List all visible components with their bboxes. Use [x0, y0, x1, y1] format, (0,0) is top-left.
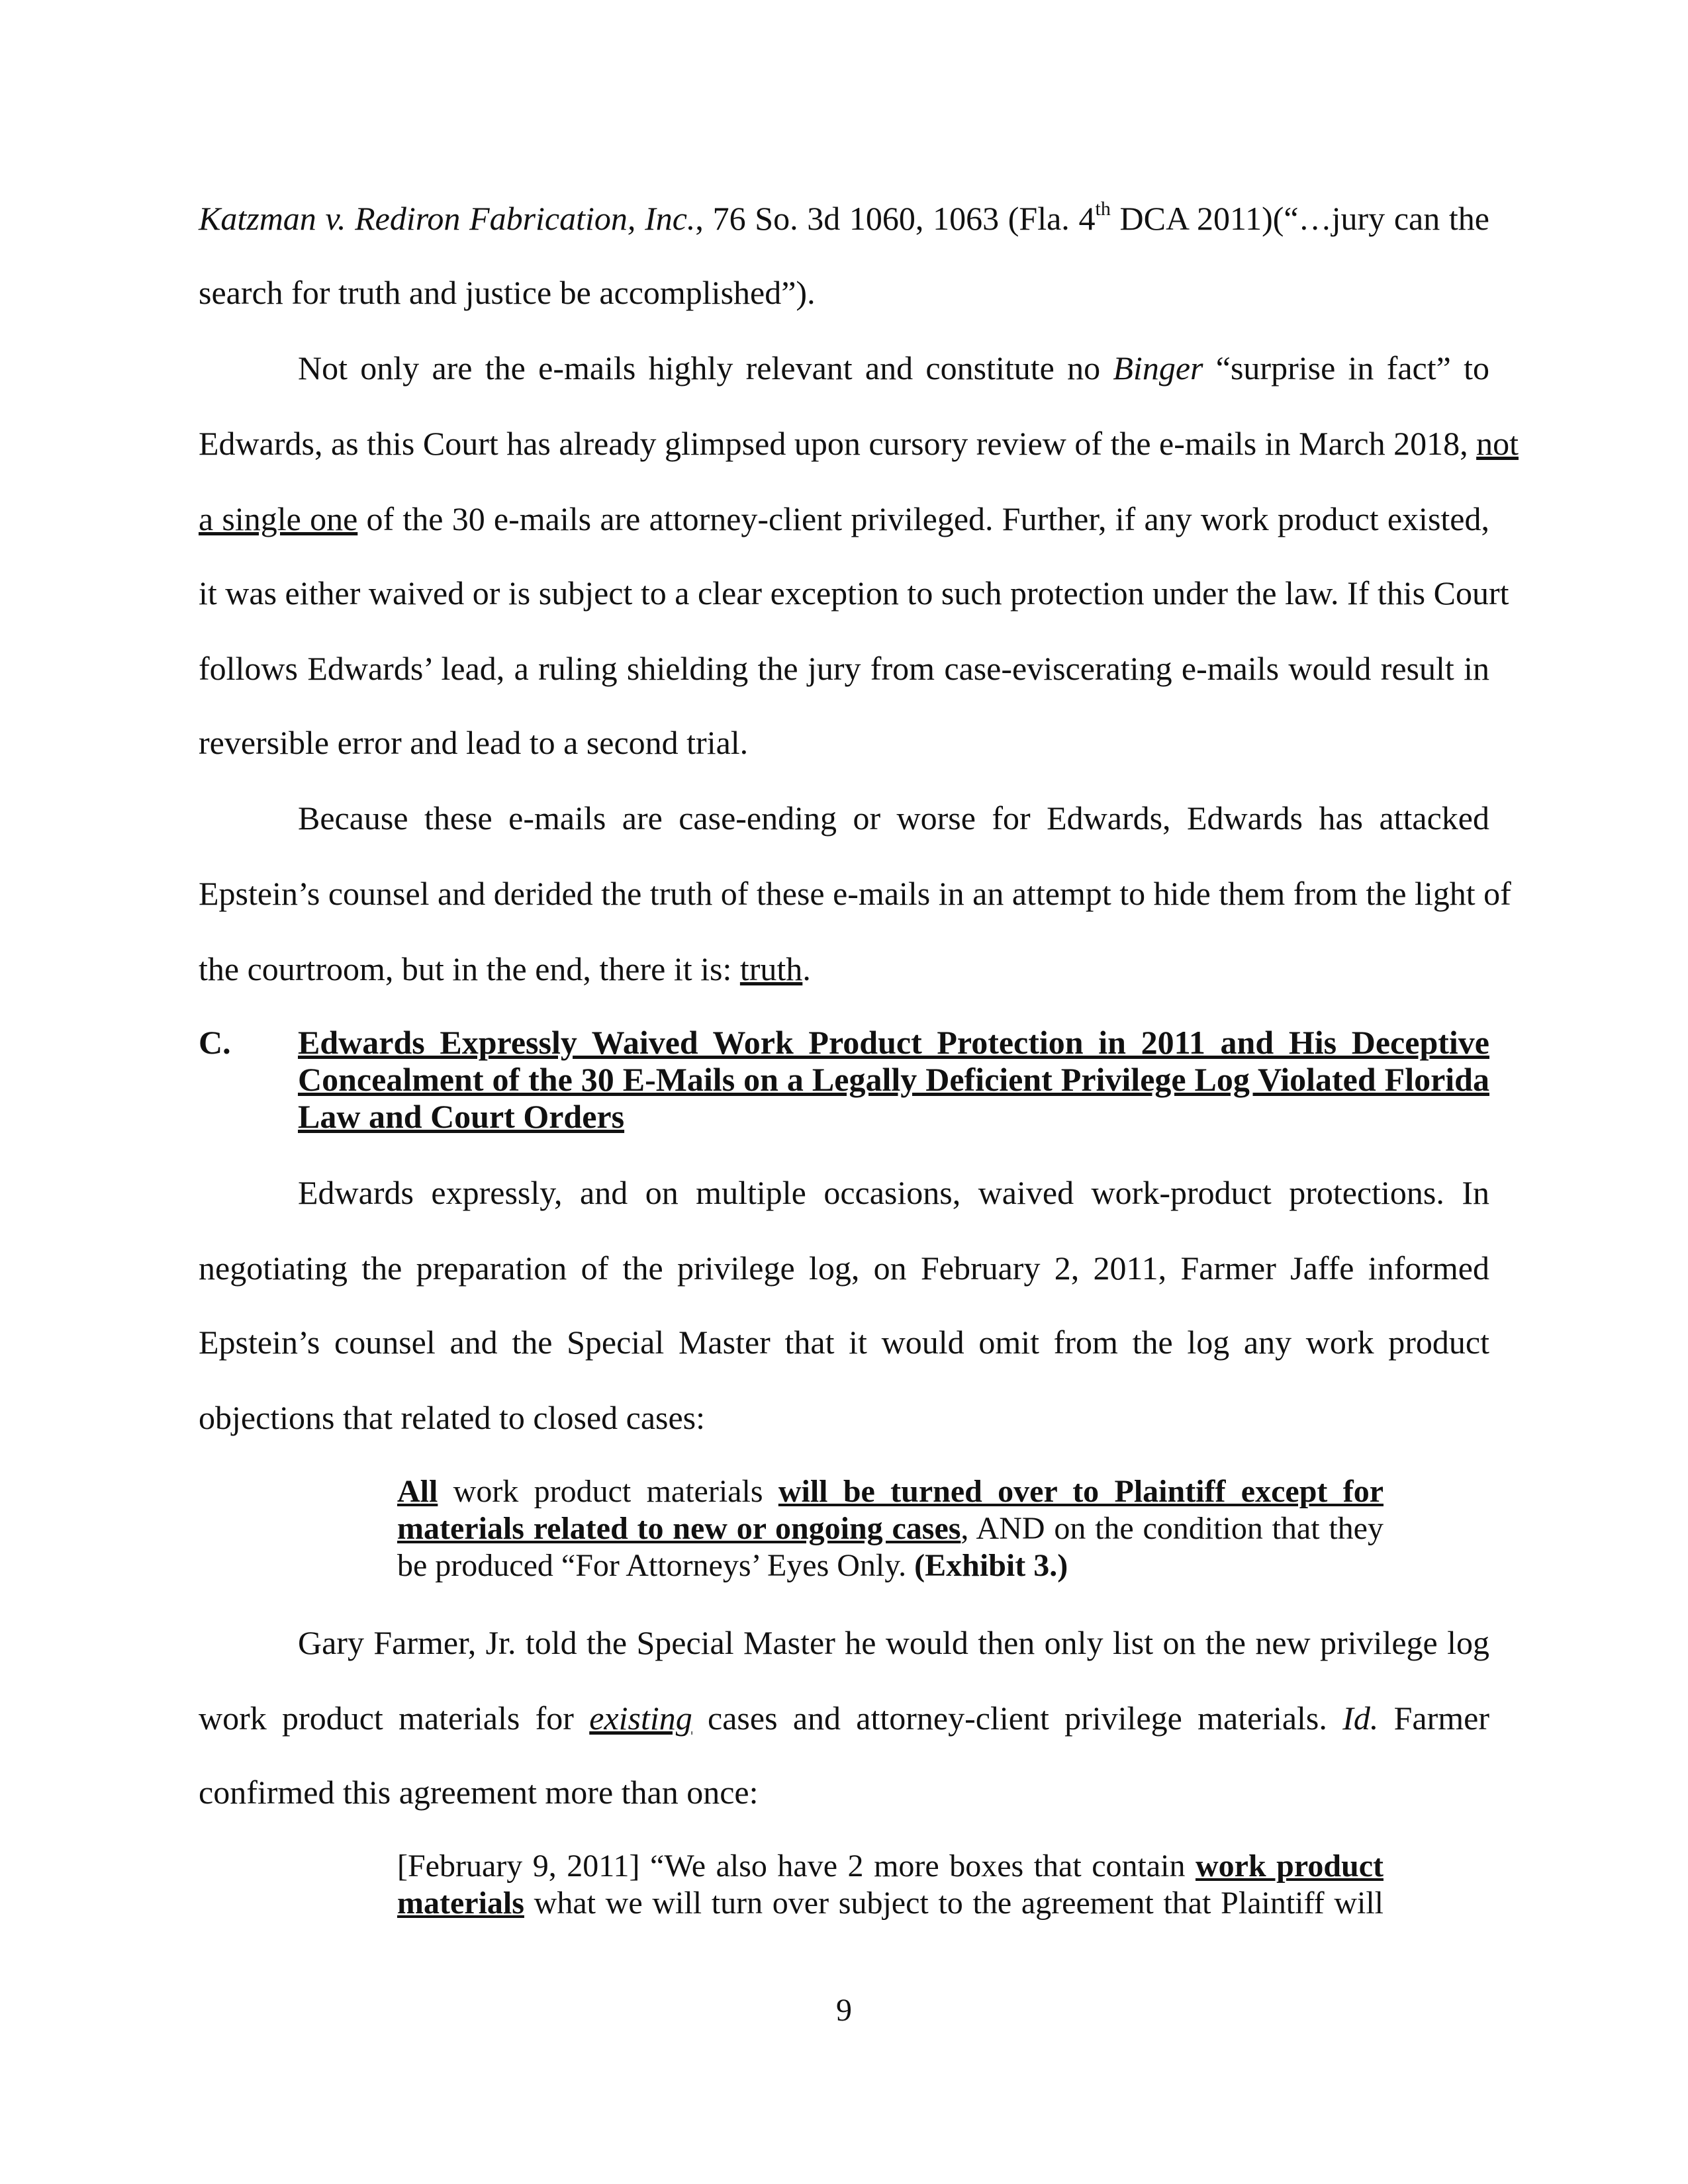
paragraph-5-line-3: confirmed this agreement more than once: [199, 1774, 759, 1811]
blockquote-1-line-3: be produced “For Attorneys’ Eyes Only. (Exhibit 3.) [397, 1548, 1068, 1583]
paragraph-2-line-5: follows Edwards’ lead, a ruling shielding the jury from case-eviscerating e-mails would result in [199, 650, 1489, 687]
blockquote-1-line-1: All work product materials will be turned over to Plaintiff except for [397, 1474, 1384, 1509]
blockquote-2-line-1: [February 9, 2011] “We also have 2 more boxes that contain work product [397, 1848, 1383, 1884]
paragraph-3-line-2: Epstein’s counsel and derided the truth of these e-mails in an attempt to hide them from the light of [199, 875, 1511, 912]
section-heading-line-3: Law and Court Orders [298, 1098, 625, 1135]
case-citation-name: Katzman v. Rediron Fabrication, Inc. [199, 200, 696, 237]
section-heading-label: C. [199, 1024, 231, 1061]
exhibit-reference: (Exhibit 3.) [914, 1548, 1068, 1583]
blockquote-1-line-2: materials related to new or ongoing cases, AND on the condition that they [397, 1511, 1383, 1546]
section-heading-line-2: Concealment of the 30 E-Mails on a Legally Deficient Privilege Log Violated Florida [298, 1061, 1489, 1098]
blockquote-2-line-2: materials what we will turn over subject to the agreement that Plaintiff will [397, 1886, 1383, 1921]
paragraph-5-line-2: work product materials for existing cases and attorney-client privilege materials. Id. Farmer [199, 1700, 1490, 1737]
paragraph-4-line-1: Edwards expressly, and on multiple occasions, waived work-product protections. In [298, 1174, 1489, 1211]
paragraph-1-line-1: Katzman v. Rediron Fabrication, Inc., 76 So. 3d 1060, 1063 (Fla. 4th DCA 2011)(“…jury can the [199, 198, 1489, 237]
paragraph-3-line-3: the courtroom, but in the end, there it is: truth. [199, 950, 811, 987]
paragraph-2-line-6: reversible error and lead to a second trial. [199, 724, 749, 761]
paragraph-2-line-1: Not only are the e-mails highly relevant and constitute no Binger “surprise in fact” to [298, 349, 1490, 387]
paragraph-4-line-2: negotiating the preparation of the privilege log, on February 2, 2011, Farmer Jaffe informed [199, 1250, 1489, 1287]
paragraph-2-line-4: it was either waived or is subject to a clear exception to such protection under the law. If this Court [199, 574, 1509, 612]
section-heading-line-1: Edwards Expressly Waived Work Product Protection in 2011 and His Deceptive [298, 1024, 1489, 1061]
paragraph-4-line-4: objections that related to closed cases: [199, 1399, 706, 1436]
paragraph-2-line-3: a single one of the 30 e-mails are attorney-client privileged. Further, if any work product existed, [199, 500, 1489, 537]
paragraph-4-line-3: Epstein’s counsel and the Special Master that it would omit from the log any work product [199, 1324, 1489, 1361]
paragraph-3-line-1: Because these e-mails are case-ending or worse for Edwards, Edwards has attacked [298, 799, 1489, 837]
paragraph-2-line-2: Edwards, as this Court has already glimpsed upon cursory review of the e-mails in March 2018, not [199, 425, 1519, 462]
paragraph-5-line-1: Gary Farmer, Jr. told the Special Master he would then only list on the new privilege log [298, 1624, 1489, 1661]
paragraph-1-line-2: search for truth and justice be accomplished”). [199, 274, 816, 311]
binger-reference: Binger [1113, 349, 1203, 387]
page-number: 9 [836, 1993, 852, 2028]
